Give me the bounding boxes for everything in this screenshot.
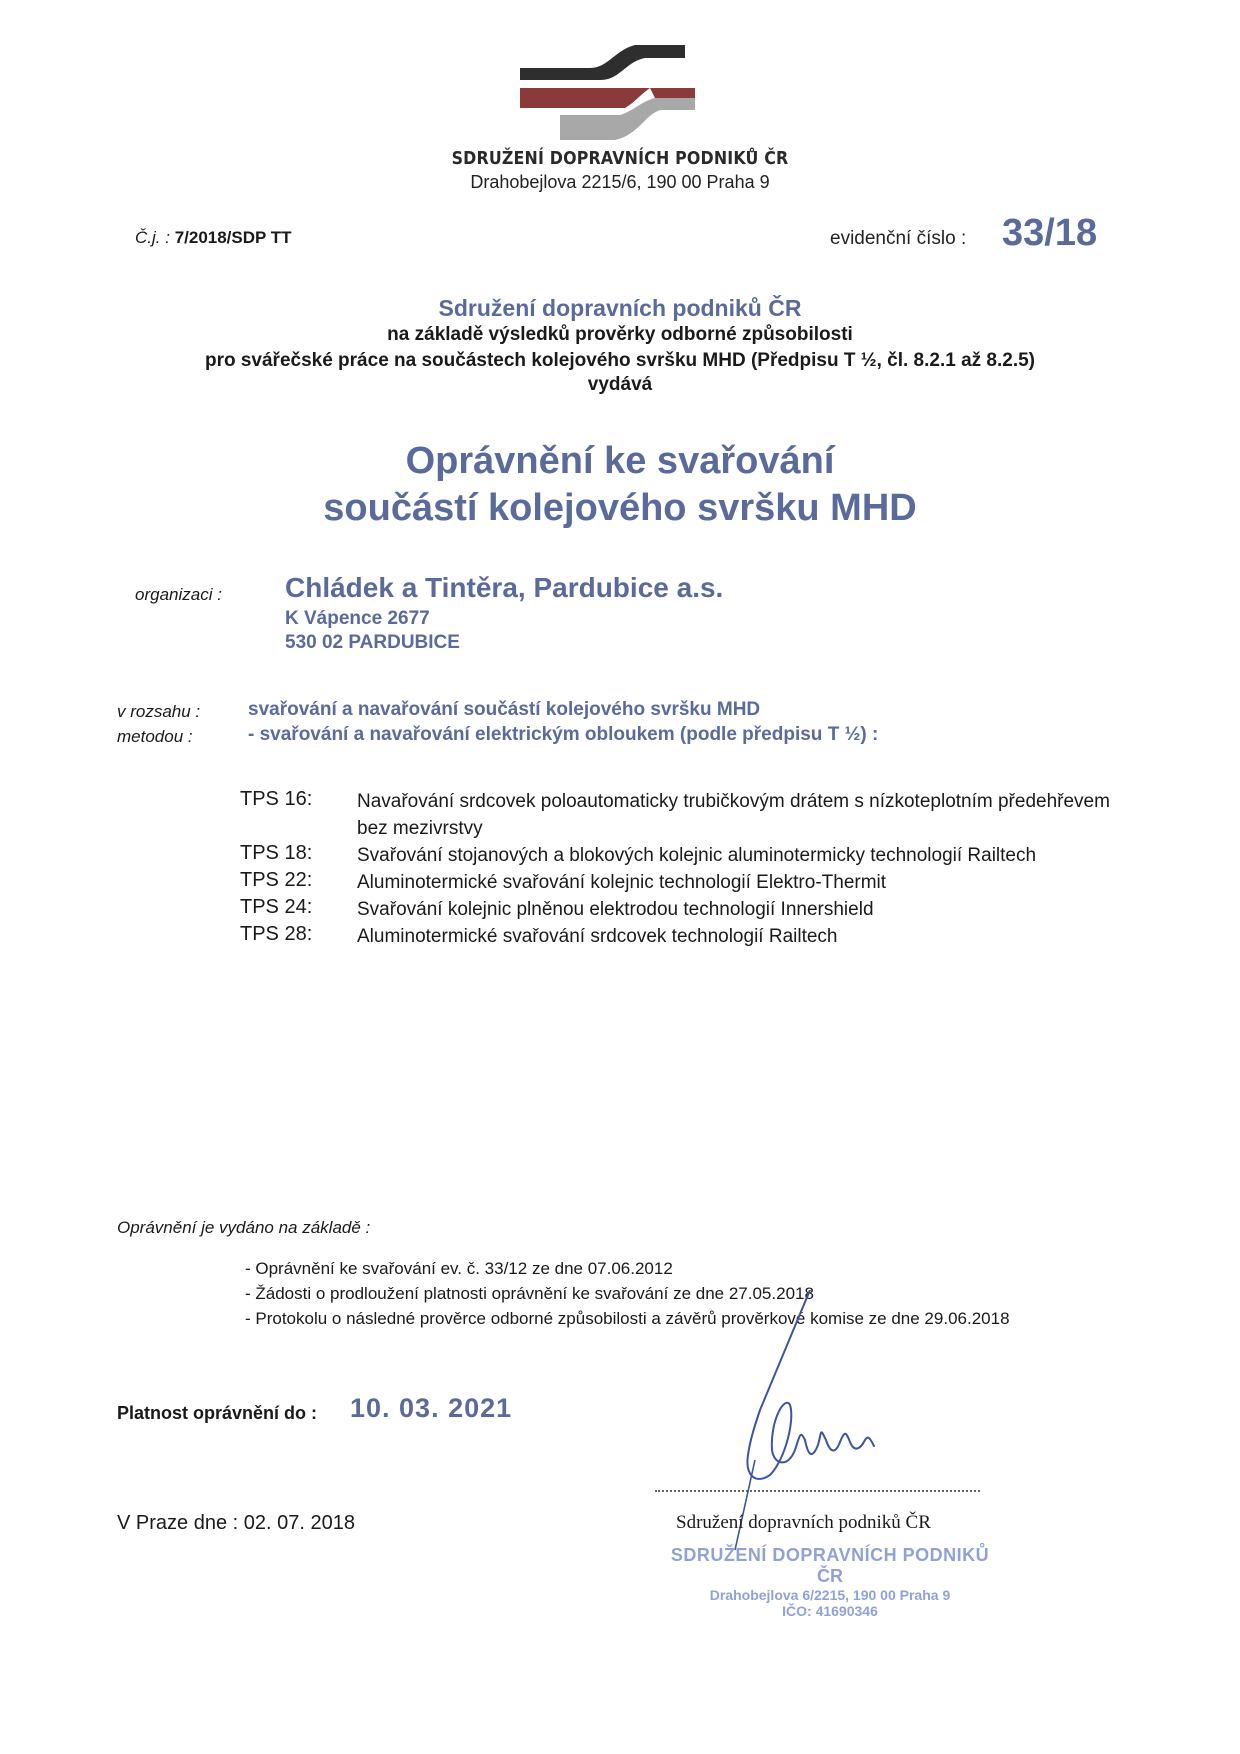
official-stamp xyxy=(670,1545,990,1619)
tps-description: Aluminotermické svařování kolejnic technologií Elektro-Thermit xyxy=(357,872,887,893)
intro-line-4: vydává xyxy=(587,374,653,395)
tps-description: Svařování kolejnic plněnou elektrodou technologií Innershield xyxy=(357,899,874,920)
basis-item: - Oprávnění ke svařování ev. č. 33/12 ze dne 07.06.2012 xyxy=(245,1259,673,1278)
document-title-line-2: součástí kolejového svršku MHD xyxy=(323,487,917,529)
tps-description: Aluminotermické svařování srdcovek technologií Railtech xyxy=(357,926,838,947)
validity-label: Platnost oprávnění do : xyxy=(117,1403,318,1423)
evid-label: evidenční číslo : xyxy=(830,228,967,249)
signatory-organization: Sdružení dopravních podniků ČR xyxy=(676,1512,931,1533)
handwritten-signature xyxy=(700,1290,960,1550)
tps-list xyxy=(0,788,1240,950)
tps-item xyxy=(0,896,1240,923)
company-name: Chládek a Tintěra, Pardubice a.s. xyxy=(285,572,724,603)
tps-code: TPS 22: xyxy=(240,869,313,891)
org-header-name: SDRUŽENÍ DOPRAVNÍCH PODNIKŮ ČR xyxy=(451,148,789,169)
intro-line-2: na základě výsledků prověrky odborné způsobilosti xyxy=(387,324,853,345)
stamp-line: ČR xyxy=(817,1566,843,1586)
org-header-address: Drahobejlova 2215/6, 190 00 Praha 9 xyxy=(470,172,770,192)
basis-item: - Žádosti o prodloužení platnosti oprávnění ke svařování ze dne 27.05.2018 xyxy=(245,1284,814,1303)
tps-code: TPS 16: xyxy=(240,788,313,810)
stamp-line: IČO: 41690346 xyxy=(782,1603,878,1619)
tps-description: Svařování stojanových a blokových kolejnic aluminotermicky technologií Railtech xyxy=(357,845,1037,866)
stamp-line: SDRUŽENÍ DOPRAVNÍCH PODNIKŮ xyxy=(670,1545,990,1565)
company-city: 530 02 PARDUBICE xyxy=(285,632,460,653)
tps-code: TPS 28: xyxy=(240,923,313,945)
basis-item: - Protokolu o následné prověrce odborné způsobilosti a závěrů prověrkové komise ze dne 29.06.2018 xyxy=(245,1309,1010,1328)
scope-label: v rozsahu : xyxy=(117,702,201,721)
scope-value: svařování a navařování součástí kolejového svršku MHD xyxy=(248,699,761,720)
issuer-name: Sdružení dopravních podniků ČR xyxy=(438,295,802,321)
tps-description: Navařování srdcovek poloautomaticky trubičkovým drátem s nízkoteplotním předehřevem bez mezivrstvy xyxy=(357,791,1110,839)
document-title-line-1: Oprávnění ke svařování xyxy=(405,440,835,482)
reference-number xyxy=(135,228,292,248)
organization-label: organizaci : xyxy=(135,585,222,604)
tps-code: TPS 24: xyxy=(240,896,313,918)
evid-number: 33/18 xyxy=(1002,212,1098,254)
validity-date: 10. 03. 2021 xyxy=(350,1393,513,1423)
tps-item xyxy=(0,788,1240,842)
method-label: metodou : xyxy=(117,727,193,746)
place-and-date: V Praze dne : 02. 07. 2018 xyxy=(117,1512,355,1534)
stamp-line: Drahobejlova 6/2215, 190 00 Praha 9 xyxy=(709,1587,951,1603)
tps-item xyxy=(0,842,1240,869)
method-value: - svařování a navařování elektrickým obloukem (podle předpisu T ½) : xyxy=(248,724,879,745)
cj-value: 7/2018/SDP TT xyxy=(174,228,292,247)
tps-item xyxy=(0,869,1240,896)
tps-code: TPS 18: xyxy=(240,842,313,864)
basis-label: Oprávnění je vydáno na základě : xyxy=(117,1218,371,1237)
sdruzeni-logo xyxy=(520,40,700,145)
tps-item xyxy=(0,923,1240,950)
company-street: K Vápence 2677 xyxy=(285,608,430,629)
cj-label: Č.j. : xyxy=(135,228,170,247)
intro-line-3: pro svářečské práce na součástech kolejového svršku MHD (Předpisu T ½, čl. 8.2.1 až 8.2.5) xyxy=(204,350,1036,371)
